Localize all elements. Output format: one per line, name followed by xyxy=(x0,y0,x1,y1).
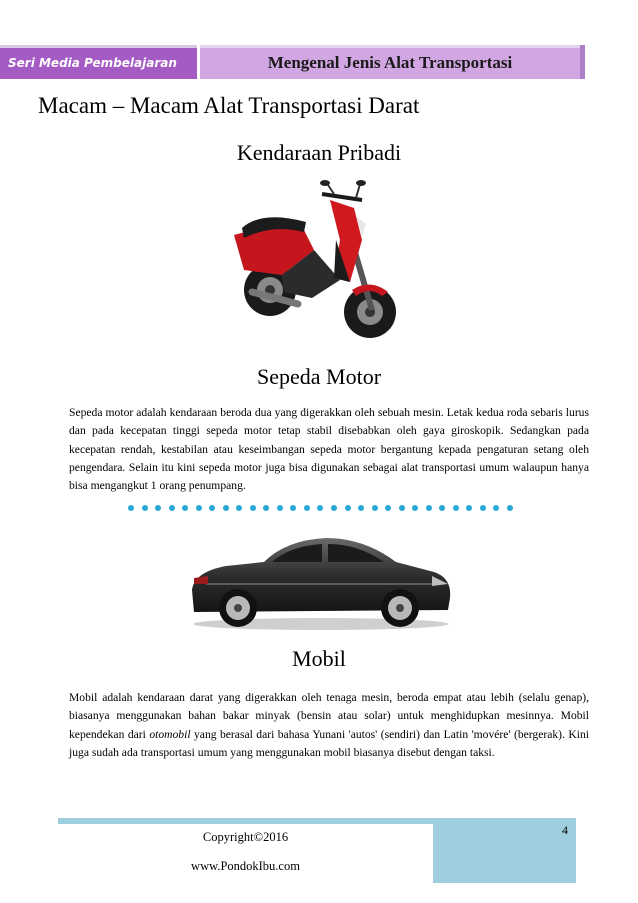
car-paragraph-italic-term: otomobil xyxy=(149,727,191,741)
section-subtitle: Kendaraan Pribadi xyxy=(236,140,402,165)
footer-bar xyxy=(58,818,433,824)
divider-dot xyxy=(142,505,148,511)
website-text: www.PondokIbu.com xyxy=(191,859,300,873)
car-paragraph xyxy=(69,689,589,762)
divider-dot xyxy=(196,505,202,511)
car-image xyxy=(186,532,456,632)
divider-dot xyxy=(317,505,323,511)
divider-dot xyxy=(277,505,283,511)
divider-dot xyxy=(358,505,364,511)
divider-dot xyxy=(345,505,351,511)
header-edge-accent xyxy=(580,45,585,79)
page-title: Macam – Macam Alat Transportasi Darat xyxy=(38,93,420,118)
page-number: 4 xyxy=(562,823,568,837)
book-title: Mengenal Jenis Alat Transportasi xyxy=(267,53,513,72)
divider-dot xyxy=(426,505,432,511)
copyright-text: Copyright©2016 xyxy=(202,830,289,844)
dotted-divider xyxy=(128,505,513,513)
divider-dot xyxy=(182,505,188,511)
divider-dot xyxy=(263,505,269,511)
header-title-banner xyxy=(200,45,580,79)
divider-dot xyxy=(331,505,337,511)
footer-page-box xyxy=(433,818,576,883)
divider-dot xyxy=(236,505,242,511)
divider-dot xyxy=(399,505,405,511)
divider-dot xyxy=(223,505,229,511)
divider-dot xyxy=(155,505,161,511)
divider-dot xyxy=(412,505,418,511)
divider-dot xyxy=(453,505,459,511)
divider-dot xyxy=(128,505,134,511)
divider-dot xyxy=(250,505,256,511)
divider-dot xyxy=(372,505,378,511)
car-title: Mobil xyxy=(292,646,346,671)
divider-dot xyxy=(169,505,175,511)
divider-dot xyxy=(466,505,472,511)
series-label: Seri Media Pembelajaran xyxy=(8,56,177,70)
motorcycle-paragraph: Sepeda motor adalah kendaraan beroda dua yang digerakkan oleh sebuah mesin. Letak kedua roda sebaris lurus dan pada kecepatan tinggi sepeda motor tetap stabil disebabkan oleh gaya giroskopik. Sedangkan pada kecepatan rendah, kestabilan atau keseimbangan sepeda motor bergantung kepada pengaturan setang oleh pengendara. Selain itu kini sepeda motor juga bisa digunakan sebagai alat transportasi umum walaupun hanya bisa mengangkut 1 orang penumpang. xyxy=(69,406,589,493)
divider-dot xyxy=(209,505,215,511)
motorcycle-image xyxy=(222,180,402,350)
car-paragraph-part1: Mobil adalah kendaraan darat yang digerakkan oleh tenaga mesin, beroda empat atau lebih (selalu genap), biasanya menggunakan bahan bakar minyak (bensin atau solar) untuk menghidupkan mesinnya. Mobil kependekan dari xyxy=(69,691,589,741)
divider-dot xyxy=(507,505,513,511)
divider-dot xyxy=(304,505,310,511)
motorcycle-title: Sepeda Motor xyxy=(256,364,382,389)
divider-dot xyxy=(493,505,499,511)
car-paragraph-part2: yang berasal dari bahasa Yunani 'autos' (sendiri) dan Latin 'movére' (bergerak). Kini juga sudah ada transportasi umum yang menggunakan mobil biasanya disebut dengan taksi. xyxy=(69,727,590,759)
divider-dot xyxy=(385,505,391,511)
divider-dot xyxy=(290,505,296,511)
divider-dot xyxy=(480,505,486,511)
header-series-banner xyxy=(0,45,197,79)
divider-dot xyxy=(439,505,445,511)
